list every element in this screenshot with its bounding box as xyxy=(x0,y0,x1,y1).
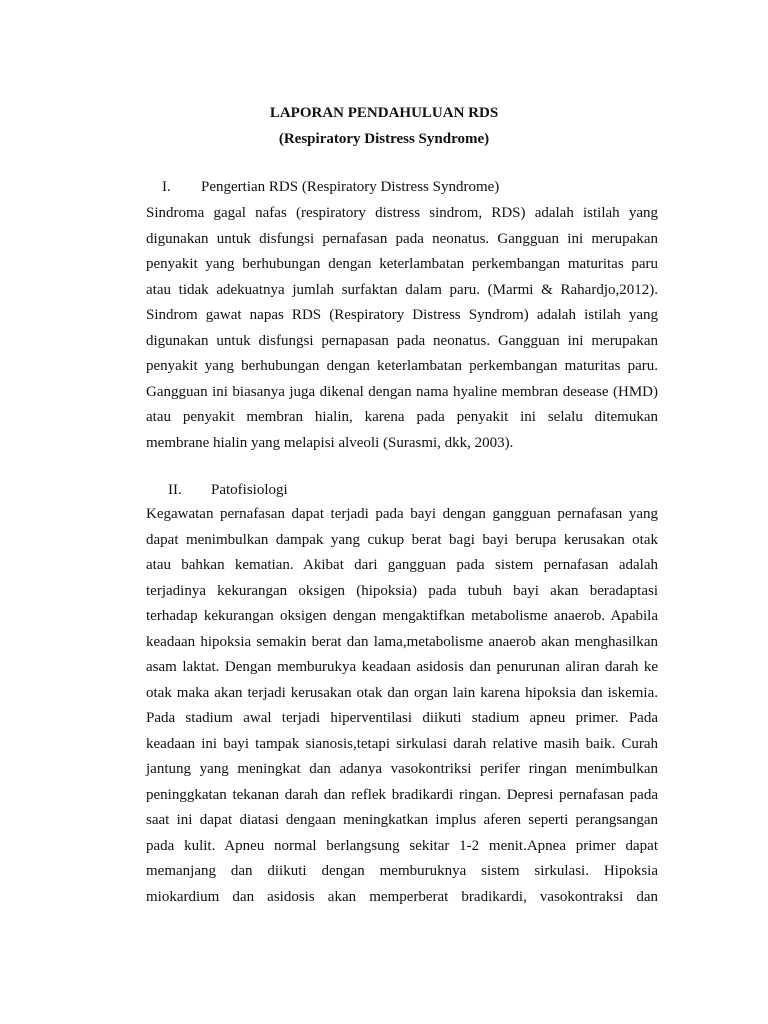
paragraph-line: miokardium dan asidosis akan memperberat bradikardi, vasokontraksi dan xyxy=(146,888,658,905)
paragraph-line: penyakit yang berhubungan dengan keterlambatan perkembangan maturitas paru. xyxy=(146,358,658,374)
paragraph-line: peninggkatan tekanan darah dan reflek bradikardi ringan. Depresi pernafasan pada xyxy=(146,786,658,803)
paragraph-line: penyakit yang berhubungan dengan keterlambatan perkembangan maturitas paru xyxy=(146,256,658,272)
paragraph-line: atau penyakit membran hialin, karena pada penyakit ini selalu ditemukan xyxy=(146,409,658,425)
section-number-2: II. xyxy=(168,482,182,498)
paragraph-line: keadaan ini bayi tampak sianosis,tetapi sirkulasi darah relative masih baik. Curah xyxy=(146,735,658,752)
paragraph-line: dapat menimbulkan dampak yang cukup berat bagi bayi berupa kerusakan otak xyxy=(146,531,658,548)
paragraph-line: Sindroma gagal nafas (respiratory distress sindrom, RDS) adalah istilah yang xyxy=(146,205,658,221)
paragraph-line: Pada stadium awal terjadi hiperventilasi diikuti stadium apneu primer. Pada xyxy=(146,710,658,726)
paragraph-line: digunakan untuk disfungsi pernafasan pada neonatus. Gangguan ini merupakan xyxy=(146,230,658,247)
paragraph-line: jantung yang meningkat dan adanya vasokontriksi perifer ringan menimbulkan xyxy=(146,761,658,777)
paragraph-line: atau tidak adekuatnya jumlah surfaktan dalam paru. (Marmi & Rahardjo,2012). xyxy=(146,281,658,298)
paragraph-line: membrane hialin yang melapisi alveoli (Surasmi, dkk, 2003). xyxy=(146,434,514,451)
paragraph-line: keadaan hipoksia semakin berat dan lama,metabolisme anaerob akan menghasilkan xyxy=(146,633,658,650)
paragraph-line: atau bahkan kematian. Akibat dari gangguan pada sistem pernafasan adalah xyxy=(146,557,658,573)
paragraph-line: Gangguan ini biasanya juga dikenal dengan nama hyaline membran desease (HMD) xyxy=(146,383,658,400)
document-title: LAPORAN PENDAHULUAN RDS xyxy=(269,105,499,121)
paragraph-line: Sindrom gawat napas RDS (Respiratory Distress Syndrom) adalah istilah yang xyxy=(146,307,658,323)
paragraph-line: Kegawatan pernafasan dapat terjadi pada bayi dengan gangguan pernafasan yang xyxy=(146,506,658,522)
paragraph-line: terjadinya kekurangan oksigen (hipoksia) pada tubuh bayi akan beradaptasi xyxy=(146,582,658,599)
paragraph-line: saat ini dapat diatasi dengaan meningkatkan implus aferen seperti perangsangan xyxy=(146,812,658,828)
paragraph-line: otak maka akan terjadi kerusakan otak dan organ lain karena hipoksia dan iskemia. xyxy=(146,684,658,701)
paragraph-line: memanjang dan diikuti dengan memburuknya sistem sirkulasi. Hipoksia xyxy=(146,863,658,879)
paragraph-line: pada kulit. Apneu normal berlangsung sekitar 1-2 menit.Apnea primer dapat xyxy=(146,837,658,854)
document-subtitle: (Respiratory Distress Syndrome) xyxy=(278,131,490,147)
section-title-1: Pengertian RDS (Respiratory Distress Syndrome) xyxy=(201,179,500,195)
paragraph-line: asam laktat. Dengan memburukya keadaan asidosis dan penurunan aliran darah ke xyxy=(146,659,658,675)
paragraph-line: terhadap kekurangan oksigen dengan mengaktifkan metabolisme anaerob. Apabila xyxy=(146,608,658,624)
section-paragraph-2 xyxy=(146,502,658,910)
section-paragraph-1 xyxy=(146,201,658,456)
section-title-2: Patofisiologi xyxy=(211,482,288,498)
paragraph-line: digunakan untuk disfungsi pernapasan pada neonatus. Gangguan ini merupakan xyxy=(146,332,658,349)
section-number-1: I. xyxy=(162,179,171,195)
